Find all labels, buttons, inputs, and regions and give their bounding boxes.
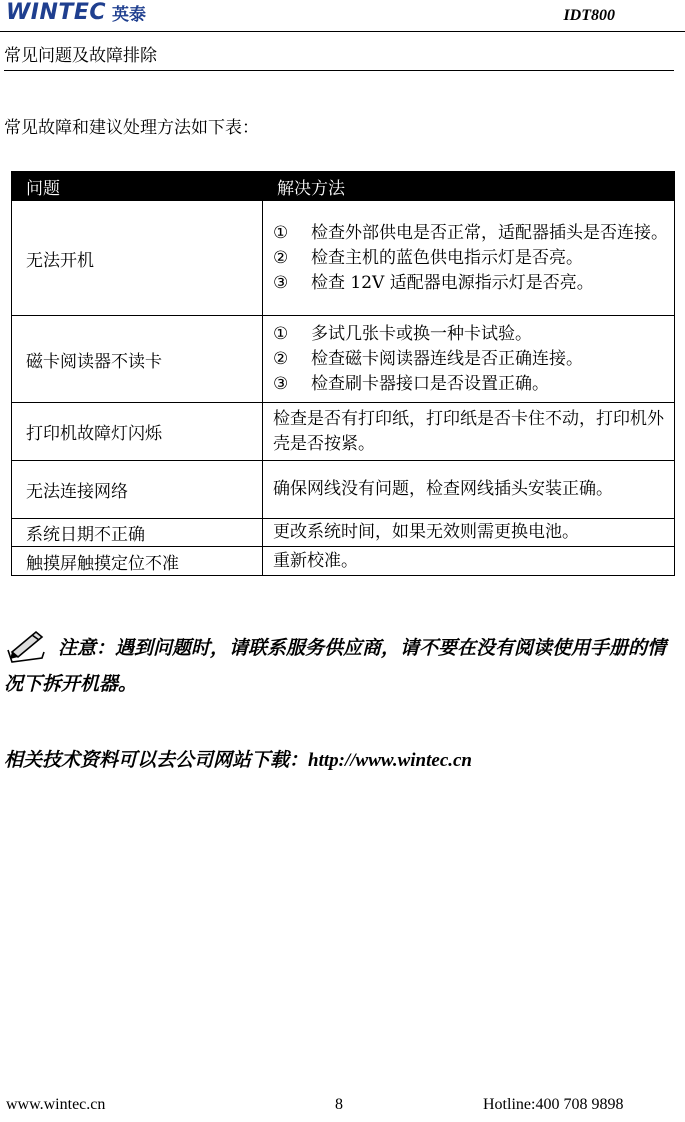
solution-cell: 更改系统时间，如果无效则需更换电池。 [263, 519, 675, 547]
section-title: 常见问题及故障排除 [4, 43, 674, 71]
item-number: ③ [273, 373, 289, 394]
item-text: 多试几张卡或换一种卡试验。 [311, 323, 532, 344]
solution-item [273, 347, 672, 372]
solution-cell: 重新校准。 [263, 547, 675, 576]
problem-cell: 磁卡阅读器不读卡 [12, 316, 263, 403]
solution-cell [263, 201, 675, 316]
problem-cell: 无法连接网络 [12, 461, 263, 519]
item-text: 检查刷卡器接口是否设置正确。 [311, 373, 549, 394]
logo-chinese: 英泰 [112, 4, 147, 25]
model-name: IDT800 [563, 7, 615, 24]
solution-cell: 确保网线没有问题，检查网线插头安装正确。 [263, 461, 675, 519]
table-row [12, 547, 675, 576]
troubleshooting-table [11, 171, 675, 576]
table-row [12, 403, 675, 461]
page-header [0, 0, 685, 32]
item-number: ② [273, 247, 289, 268]
item-number: ② [273, 348, 289, 369]
solution-item [273, 246, 672, 271]
table-row [12, 519, 675, 547]
intro-text: 常见故障和建议处理方法如下表： [4, 118, 259, 138]
page-footer [0, 1096, 685, 1120]
table-row [12, 461, 675, 519]
pencil-icon [4, 628, 48, 664]
page-number: 8 [335, 1096, 343, 1113]
download-label: 相关技术资料可以去公司网站下载： [4, 749, 309, 771]
problem-cell: 系统日期不正确 [12, 519, 263, 547]
wintec-logo [6, 0, 146, 24]
table-row [12, 316, 675, 403]
solution-item [273, 322, 672, 347]
logo-wordmark: WINTEC [6, 0, 107, 25]
item-text: 检查主机的蓝色供电指示灯是否亮。 [311, 247, 583, 268]
item-text: 检查 12V 适配器电源指示灯是否亮。 [311, 272, 594, 293]
item-number: ① [273, 323, 289, 344]
problem-cell: 无法开机 [12, 201, 263, 316]
note-text: 注意：遇到问题时，请联系服务供应商，请不要在没有阅读使用手册的情况下拆开机器。 [4, 637, 667, 695]
warning-note [4, 628, 684, 702]
item-number: ① [273, 222, 289, 243]
solution-cell [263, 316, 675, 403]
column-header-problem: 问题 [12, 172, 263, 201]
solution-item [273, 221, 672, 246]
column-header-solution: 解决方法 [263, 172, 675, 201]
item-number: ③ [273, 272, 289, 293]
solution-item [273, 372, 672, 397]
website-link[interactable]: http://www.wintec.cn [308, 750, 473, 771]
problem-cell: 触摸屏触摸定位不准 [12, 547, 263, 576]
solution-cell: 检查是否有打印纸，打印纸是否卡住不动，打印机外壳是否按紧。 [263, 403, 675, 461]
download-info [4, 745, 472, 772]
solution-item [273, 271, 672, 296]
item-text: 检查磁卡阅读器连线是否正确连接。 [311, 348, 583, 369]
problem-cell: 打印机故障灯闪烁 [12, 403, 263, 461]
table-header-row [12, 172, 675, 201]
footer-hotline: Hotline:400 708 9898 [483, 1096, 624, 1113]
item-text: 检查外部供电是否正常，适配器插头是否连接。 [311, 222, 668, 243]
footer-website: www.wintec.cn [6, 1096, 106, 1113]
table-row [12, 201, 675, 316]
